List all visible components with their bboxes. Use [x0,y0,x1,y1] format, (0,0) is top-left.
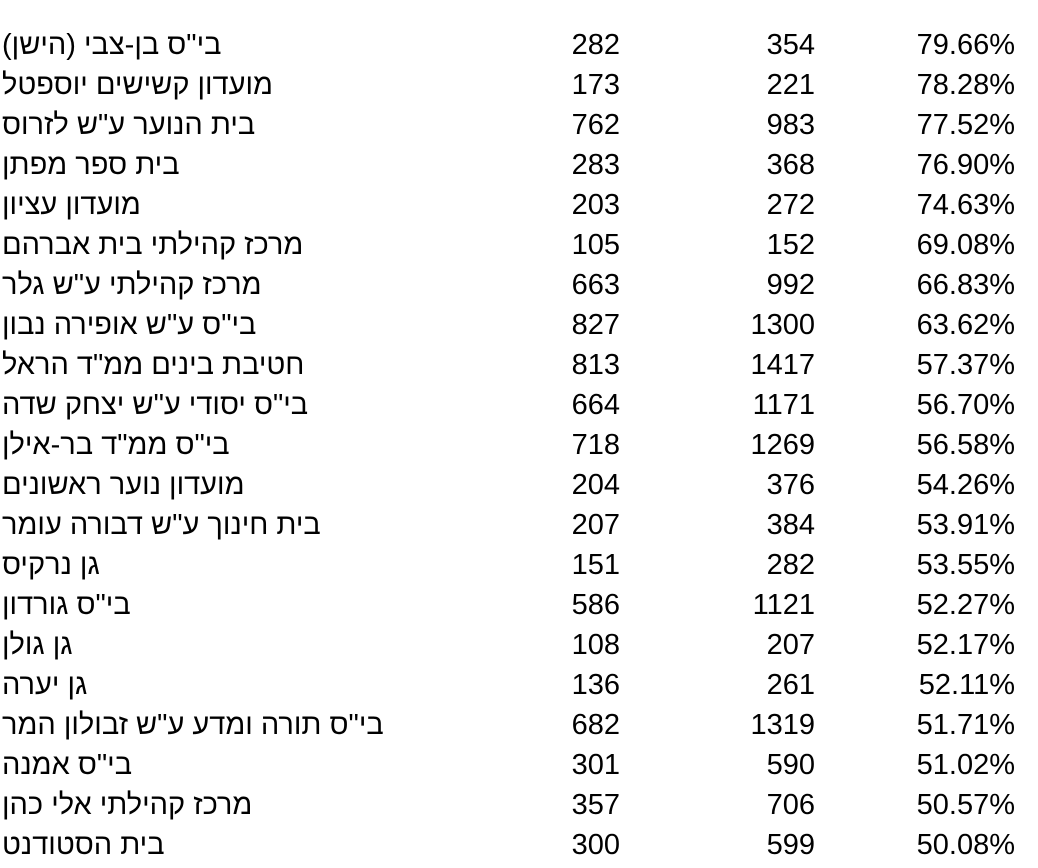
percent-cell: 53.55% [916,549,1015,581]
percent-cell: 50.08% [916,829,1015,861]
table-row [0,505,1038,545]
percent-cell: 52.17% [916,629,1015,661]
count-cell: 173 [571,69,620,101]
site-name-cell: בית ספר מפתן [2,149,180,181]
total-cell: 368 [766,149,815,181]
table-row [0,425,1038,465]
site-name-cell: בי"ס אמנה [2,749,133,781]
total-cell: 599 [766,829,815,861]
site-name-cell: בית חינוך ע"ש דבורה עומר [2,509,321,541]
table-row [0,785,1038,825]
count-cell: 586 [571,589,620,621]
total-cell: 261 [766,669,815,701]
total-cell: 1300 [750,309,815,341]
percent-cell: 54.26% [916,469,1015,501]
percent-cell: 76.90% [916,149,1015,181]
site-name-cell: בי"ס גורדון [2,589,131,621]
percent-cell: 53.91% [916,509,1015,541]
percent-cell: 74.63% [916,189,1015,221]
total-cell: 1417 [750,349,815,381]
total-cell: 207 [766,629,815,661]
table-row [0,305,1038,345]
total-cell: 1269 [750,429,815,461]
percent-cell: 77.52% [916,109,1015,141]
table-row [0,65,1038,105]
count-cell: 207 [571,509,620,541]
percent-cell: 52.27% [916,589,1015,621]
percent-cell: 57.37% [916,349,1015,381]
count-cell: 136 [571,669,620,701]
percent-cell: 56.70% [916,389,1015,421]
percent-cell: 78.28% [916,69,1015,101]
site-name-cell: מועדון עציון [2,189,141,221]
site-name-cell: גן יערה [2,669,88,701]
site-name-cell: בי"ס ע"ש אופירה נבון [2,309,257,341]
total-cell: 992 [766,269,815,301]
site-name-cell: חטיבת בינים ממ"ד הראל [2,349,305,381]
percent-cell: 51.71% [916,709,1015,741]
total-cell: 706 [766,789,815,821]
site-name-cell: מרכז קהילתי בית אברהם [2,229,304,261]
site-name-cell: בי"ס תורה ומדע ע"ש זבולון המר [2,709,384,741]
site-name-cell: מרכז קהילתי אלי כהן [2,789,253,821]
percent-cell: 66.83% [916,269,1015,301]
site-name-cell: בית הסטודנט [2,829,165,861]
total-cell: 376 [766,469,815,501]
table-row [0,385,1038,425]
site-name-cell: מרכז קהילתי ע"ש גלר [2,269,262,301]
count-cell: 108 [571,629,620,661]
table-row [0,665,1038,705]
site-name-cell: בי"ס בן-צבי (הישן) [2,29,222,61]
total-cell: 983 [766,109,815,141]
count-cell: 827 [571,309,620,341]
count-cell: 762 [571,109,620,141]
percent-cell: 56.58% [916,429,1015,461]
site-name-cell: גן גולן [2,629,73,661]
count-cell: 105 [571,229,620,261]
count-cell: 301 [571,749,620,781]
total-cell: 221 [766,69,815,101]
table-row [0,105,1038,145]
percent-cell: 79.66% [916,29,1015,61]
table-row [0,705,1038,745]
table-row [0,465,1038,505]
site-name-cell: בית הנוער ע"ש לזרוס [2,109,256,141]
total-cell: 384 [766,509,815,541]
count-cell: 663 [571,269,620,301]
table-row [0,625,1038,665]
percent-cell: 52.11% [918,669,1015,701]
table-row [0,345,1038,385]
count-cell: 300 [571,829,620,861]
count-cell: 151 [571,549,620,581]
site-name-cell: מועדון נוער ראשונים [2,469,245,501]
count-cell: 204 [571,469,620,501]
count-cell: 283 [571,149,620,181]
percent-cell: 69.08% [916,229,1015,261]
percent-cell: 51.02% [916,749,1015,781]
table-row [0,745,1038,785]
total-cell: 272 [766,189,815,221]
count-cell: 813 [571,349,620,381]
table-row [0,25,1038,65]
table-row [0,145,1038,185]
total-cell: 354 [766,29,815,61]
count-cell: 718 [571,429,620,461]
count-cell: 664 [571,389,620,421]
table-row [0,265,1038,305]
count-cell: 357 [571,789,620,821]
site-name-cell: בי"ס ממ"ד בר-אילן [2,429,230,461]
table-row [0,225,1038,265]
site-name-cell: גן נרקיס [2,549,100,581]
table-row [0,185,1038,225]
count-cell: 682 [571,709,620,741]
total-cell: 590 [766,749,815,781]
percent-cell: 50.57% [916,789,1015,821]
site-name-cell: מועדון קשישים יוספטל [2,69,273,101]
total-cell: 1171 [752,389,815,421]
count-cell: 282 [571,29,620,61]
percent-cell: 63.62% [916,309,1015,341]
table-row [0,825,1038,865]
table-row [0,545,1038,585]
total-cell: 1121 [752,589,815,621]
total-cell: 152 [766,229,815,261]
total-cell: 282 [766,549,815,581]
table-row [0,585,1038,625]
total-cell: 1319 [750,709,815,741]
count-cell: 203 [571,189,620,221]
site-name-cell: בי"ס יסודי ע"ש יצחק שדה [2,389,309,421]
